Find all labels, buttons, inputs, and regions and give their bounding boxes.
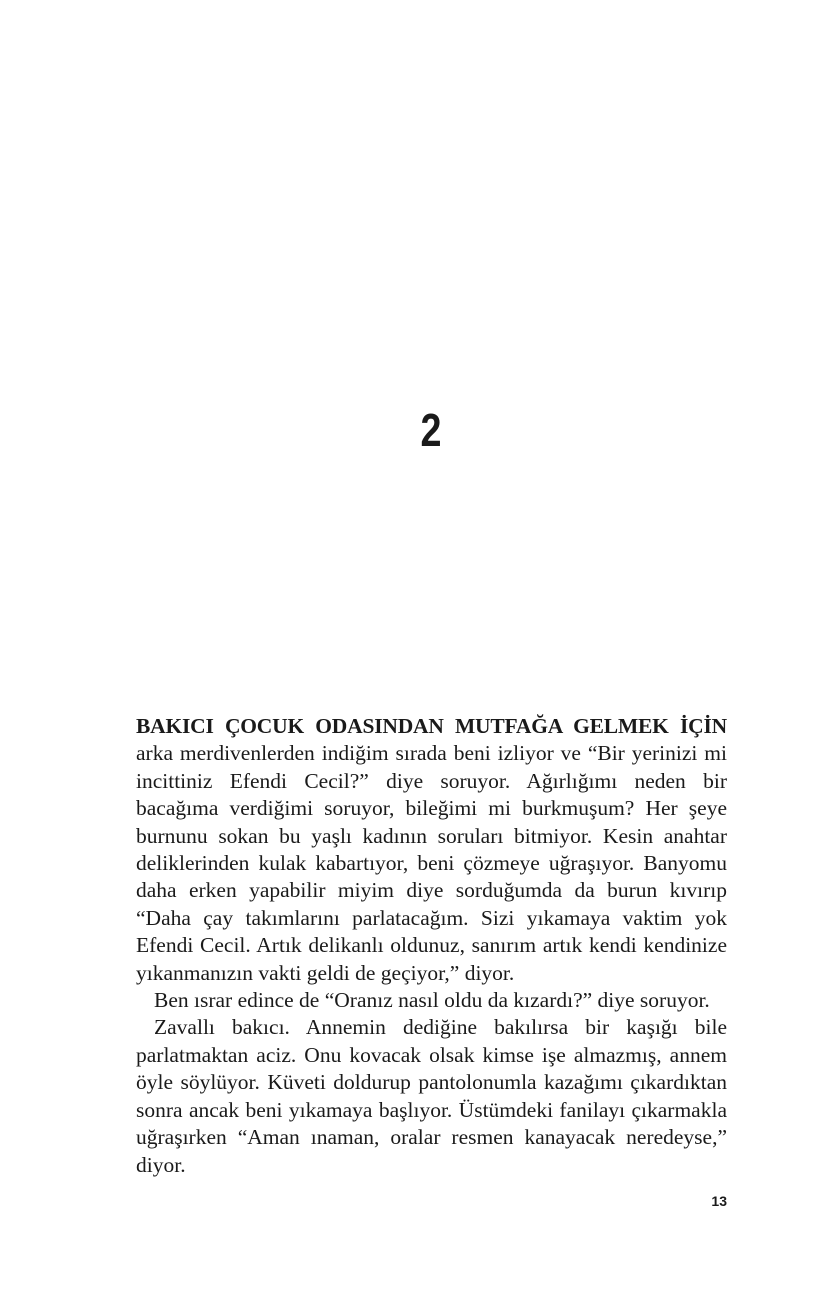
chapter-body — [136, 713, 727, 1179]
paragraph-3: Zavallı bakıcı. Annemin dediğine bakılırsa bir kaşığı bile parlatmaktan aciz. Onu kovacak olsak kimse işe almazmış, annem öyle söylüyor. Küveti doldurup pantolonumla kazağımı çıkardıktan sonra ancak beni yıkamaya başlıyor. Üstümdeki fanilayı çıkarmakla uğraşırken “Aman ınaman, oralar resmen kanayacak neredeyse,” diyor. — [136, 1015, 727, 1177]
opening-words: BAKICI ÇOCUK ODASINDAN MUTFAĞA GELMEK İÇİN — [136, 714, 727, 738]
page-number: 13 — [711, 1193, 727, 1209]
chapter-number: 2 — [420, 404, 442, 456]
paragraph-1 — [136, 713, 727, 987]
paragraph-2: Ben ısrar edince de “Oranız nasıl oldu da kızardı?” diye soruyor. — [154, 988, 710, 1013]
paragraph-1-text: arka merdivenlerden indiğim sırada beni izliyor ve “Bir yerinizi mi incittiniz Efendi Cecil?” diye soruyor. Ağırlığımı neden bir bacağıma verdiğimi soruyor, bileğimi mi burkmuşum? Her şeye burnunu sokan bu yaşlı kadının soruları bitmiyor. Kesin anahtar deliklerinden kulak kabartıyor, beni çözmeye uğraşıyor. Banyomu daha erken yapabilir miyim diye sorduğumda da burun kıvırıp “Daha çay takımlarını parlatacağım. Sizi yıkamaya vaktim yok Efendi Cecil. Artık delikanlı oldunuz, sanırım artık kendi kendinize yıkanmanızın vakti geldi de geçiyor,” diyor. — [136, 741, 727, 985]
